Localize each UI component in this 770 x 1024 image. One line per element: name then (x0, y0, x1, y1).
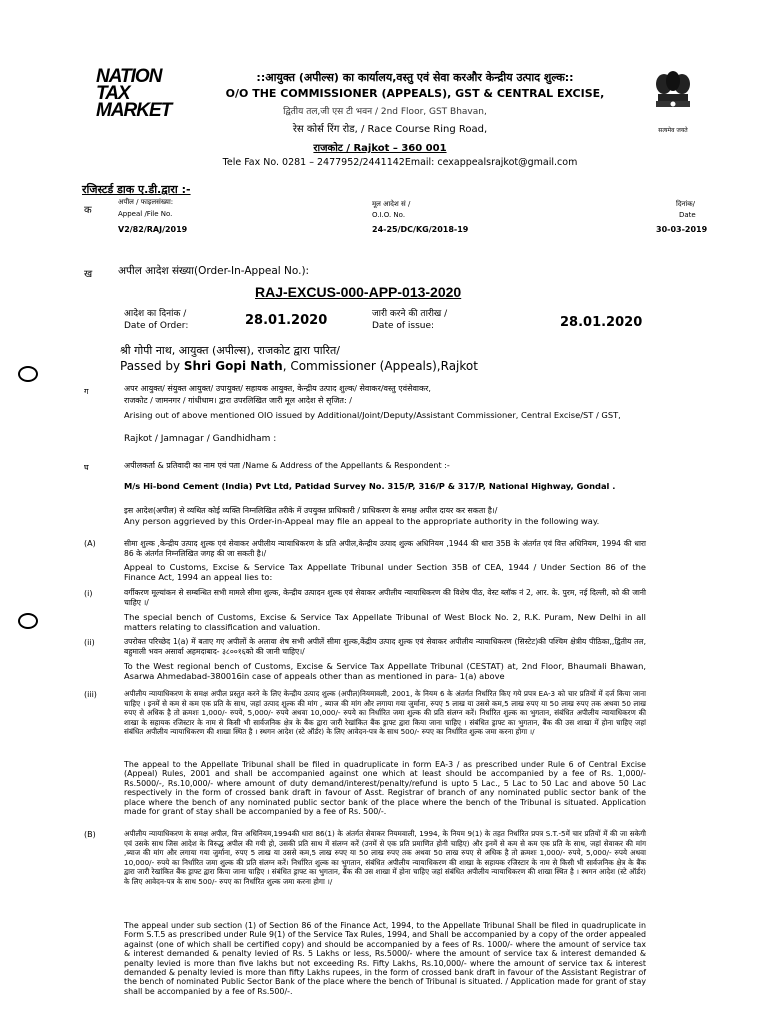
arising-hindi-1: अपर आयुक्त/ संयुक्त आयुक्त/ उपायुक्त/ सहायक आयुक्त, केन्द्रीय उत्पाद शुल्क/ सेवाकर/वस्तु एवंसेवाकर, (124, 384, 431, 393)
logo-line-3: MARKET (96, 100, 172, 121)
passed-by-name: Shri Gopi Nath (183, 359, 283, 373)
order-in-appeal-number: RAJ-EXCUS-000-APP-013-2020 (255, 284, 462, 300)
passed-by-suffix: , Commissioner (Appeals),Rajkot (282, 359, 478, 373)
section-kh-marker: ख (84, 269, 93, 280)
aggrieved-note-hindi: इस आदेश(अपील) से व्यथित कोई व्यक्ति निम्नलिखित तरीके में उपयुक्त प्राधिकारी / प्राधिकरण के समक्ष अपील दायर कर सकता है।/ (124, 506, 498, 515)
nation-tax-market-logo (96, 66, 172, 124)
appeal-file-label-hi: अपील / फाइलसंख्या: (118, 198, 174, 206)
punch-hole-top (18, 366, 38, 382)
national-emblem-icon (650, 68, 696, 132)
title-english: O/O THE COMMISSIONER (APPEALS), GST & CENTRAL EXCISE, (225, 87, 605, 100)
passed-by-prefix: Passed by (120, 359, 184, 373)
arising-english: Arising out of above mentioned OIO issued by Additional/Joint/Deputy/Assistant Commissioner, Central Excise/ST / GST, (124, 410, 621, 420)
appeal-file-value: V2/82/RAJ/2019 (118, 225, 188, 234)
para-iii-marker: (iii) (84, 690, 97, 699)
para-iii-hindi: अपीलीय न्यायाधिकरण के समक्ष अपील प्रस्तुत करने के लिए केन्द्रीय उत्पाद शुल्क (अपील)नियमावली, 2001, के नियम 6 के अंतर्गत निर्धारित किए गये प्रपत्र EA-3 को चार प्रतियों में दर्ज किया जाना चाहिए । इनमें से कम से कम एक प्रति के साथ, जहां उत्पाद शुल्क की मांग , ब्याज की मांग और लगाया गया जुर्माना, रुपए 5 लाख या उससे कम,5 लाख रुपए या 50 लाख रुपए तक अथवा 50 लाख रुपए से अधिक है तो क्रमशः 1,000/- रुपये, 5,000/- रुपये अथवा 10,000/- रुपये का निर्धारित जमा शुल्क की प्रति संलग्न करें। निर्धारित शुल्क का भुगतान, संबंधित अपीलीय न्यायाधिकरण की शाखा के सहायक रजिस्टार के नाम से किसी भी सार्वजनिक क्षेत्र के बैंक द्वारा जारी रेखांकित बैंक ड्राफ्ट द्वारा किया जाना चाहिए । संबंधित ड्राफ्ट का भुगतान, बैंक की उस शाखा में होना चाहिए जहां संबंधित अपीलीय न्यायाधिकरण की शाखा स्थित है । स्थगन आदेश (स्टे ऑर्डर) के लिए आवेदन-पत्र के साथ 500/- रुपए का निर्धारित शुल्क जमा करना होगा ।/ (124, 689, 646, 737)
arising-hindi-2: राजकोट / जामनगर / गांधीधाम। द्वारा उपरलिखित जारी मूल आदेश से सृजित: / (124, 396, 352, 405)
para-a-hindi: सीमा शुल्क ,केन्द्रीय उत्पाद शुल्क एवं सेवाकर अपीलीय न्यायाधिकरण के प्रति अपील,केन्द्रीय उत्पाद शुल्क अधिनियम ,1944 की धारा 35B के अंतर्गत एवं वित्त अधिनियम, 1994 की धारा 86 के अंतर्गत निम्नलिखित जगह की जा सकती है।/ (124, 539, 646, 558)
passed-by-hindi: श्री गोपी नाथ, आयुक्त (अपील्स), राजकोट द्वारा पारित/ (120, 344, 340, 357)
appeal-file-label-en: Appeal /File No. (118, 210, 173, 218)
logo-line-2: TAX (96, 83, 130, 104)
date-value: 30-03-2019 (656, 225, 708, 234)
order-in-appeal-label: अपील आदेश संख्या(Order-In-Appeal No.): (118, 265, 310, 277)
punch-hole-bottom (18, 613, 38, 629)
appellant-label: अपीलकर्ता & प्रतिवादी का नाम एवं पता /Name & Address of the Appellants & Respondent :- (124, 461, 450, 470)
para-i-english: The special bench of Customs, Excise & Service Tax Appellate Tribunal of West Block No. 2, R.K. Puram, New Delhi in all matters relating to classification and valuation. (124, 612, 646, 632)
address-line-2: रेस कोर्स रिंग रोड, / Race Course Ring Road, (292, 124, 488, 135)
date-of-issue-label-en: Date of issue: (372, 321, 435, 331)
para-b-marker: (B) (84, 830, 96, 839)
para-a-english: Appeal to Customs, Excise & Service Tax Appellate Tribunal under Section 35B of CEA, 1944 / Under Section 86 of the Finance Act, 1994 an appeal lies to: (124, 562, 646, 582)
para-b-english: The appeal under sub section (1) of Section 86 of the Finance Act, 1994, to the Appellate Tribunal Shall be filed in quadruplicate in Form S.T.5 as prescribed under Rule 9(1) of the Service Tax Rules, 1994, and Shall be accompanied by a copy of the order appealed against (one of which shall be certified copy) and should be accompanied by a fees of Rs. 1000/- where the amount of service tax & interest demanded & penalty levied of Rs. 5 Lakhs or less, Rs.5000/- where the amount of service tax & interest demanded & penalty levied is more than five lakhs but not exceeding Rs. Fifty Lakhs, Rs.10,000/- where the amount of service tax & interest demanded & penalty levied is more than fifty Lakhs rupees, in the form of crossed bank draft in favour of the Assistant Registrar of the bench of nominated Public Sector Bank of the place where the bench of Tribunal is situated. / Application made for grant of stay shall be accompanied by a fee of Rs.500/-. (124, 921, 646, 996)
para-ii-english: To the West regional bench of Customs, Excise & Service Tax Appellate Tribunal (CESTAT) at, 2nd Floor, Bhaumali Bhawan, Asarwa Ahmedabad-380016in case of appeals other than as mentioned in para- 1(a) above (124, 661, 646, 681)
date-label-hi: दिनांक/ (676, 200, 695, 208)
aggrieved-note-english: Any person aggrieved by this Order-in-Appeal may file an appeal to the appropriate authority in the following way. (124, 516, 600, 526)
passed-by-english (120, 359, 478, 373)
arising-cities: Rajkot / Jamnagar / Gandhidham : (124, 434, 277, 444)
oio-label-hi: मूल आदेश सं / (372, 200, 411, 208)
date-label-en: Date (679, 211, 696, 219)
para-b-hindi: अपीलीय न्यायाधिकरण के समक्ष अपील, वित्त अधिनियम,1994की धारा 86(1) के अंतर्गत सेवाकर नियमवाली, 1994, के नियम 9(1) के तहत निर्धारित प्रपत्र S.T.-5में चार प्रतियों में की जा सकेगी एवं उसके साथ जिस आदेश के विरुद्ध अपील की गयी हो, उसकी प्रति साथ में संलग्न करें (उनमें से एक प्रति प्रमाणित होनी चाहिए) और इनमें से कम से कम एक प्रति के साथ, जहां सेवाकर की मांग ,ब्याज की मांग और लगाया गया जुर्माना, रुपए 5 लाख या उससे कम,5 लाख रुपए या 50 लाख रुपए तक अथवा 50 लाख रुपए से अधिक है तो क्रमशः 1,000/- रुपये, 5,000/- रुपये अथवा 10,000/- रुपये का निर्धारित जमा शुल्क की प्रति संलग्न करें। निर्धारित शुल्क का भुगतान, संबंधित अपीलीय न्यायाधिकरण की शाखा के सहायक रजिस्टार के नाम से किसी भी सार्वजनिक क्षेत्र के बैंक द्वारा जारी रेखांकित बैंक ड्राफ्ट द्वारा किया जाना चाहिए । संबंधित ड्राफ्ट का भुगतान, बैंक की उस शाखा में होना चाहिए जहां संबंधित अपीलीय न्यायाधिकरण की शाखा स्थित है । स्थगन आदेश (स्टे ऑर्डर) के लिए आवेदन-पत्र के साथ 500/- रुपए का निर्धारित शुल्क जमा करना होगा ।/ (124, 829, 646, 886)
para-i-marker: (i) (84, 589, 93, 598)
date-of-issue-label-hi: जारी करने की तारीख / (372, 309, 448, 319)
oio-value: 24-25/DC/KG/2018-19 (372, 225, 469, 234)
para-i-hindi: वर्गीकरण मूल्यांकन से सम्बन्धित सभी मामले सीमा शुल्क, केन्द्रीय उत्पादन शुल्क एवं सेवाकर अपीलीय न्यायाधिकरण की विशेष पीठ, वेस्ट ब्लॉक नं 2, आर. के. पुरम, नई दिल्ली, को की जानी चाहिए ।/ (124, 588, 646, 607)
date-of-order-value: 28.01.2020 (245, 313, 328, 328)
para-ii-hindi: उपरोक्त परिच्छेद 1(a) में बताए गए अपीलों के अलावा शेष सभी अपीलें सीमा शुल्क,केंद्रीय उत्पाद शुल्क एवं सेवाकर अपीलीय न्यायाधिकरण (सिस्टेट)की पश्चिम क्षेत्रीय पीठिका,,द्वितीय तल, बहुमाली भवन असार्वा अहमदाबाद- ३८००१६को की जानी चाहिए।/ (124, 637, 646, 656)
registered-post-label: रजिस्टर्ड डाक ए.डी.द्वारा :- (82, 183, 191, 196)
section-gh-marker: घ (84, 463, 89, 472)
address-line-1: द्वितीय तल,जी एस टी भवन / 2nd Floor, GST Bhavan, (283, 107, 487, 117)
contact-line: Tele Fax No. 0281 – 2477952/2441142Email: cexappealsrajkot@gmail.com (222, 157, 578, 168)
date-of-issue-value: 28.01.2020 (560, 315, 643, 330)
date-of-order-label-hi: आदेश का दिनांक / (124, 309, 187, 319)
para-a-marker: (A) (84, 539, 96, 548)
para-ii-marker: (ii) (84, 638, 95, 647)
section-g-marker: ग (84, 387, 89, 396)
para-iii-english: The appeal to the Appellate Tribunal shall be filed in quadruplicate in form EA-3 / as prescribed under Rule 6 of Central Excise (Appeal) Rules, 2001 and shall be accompanied against one which at least should be accompanied by a fee of Rs. 1,000/- Rs.5000/-, Rs.10,000/- where amount of duty demand/interest/penalty/refund is upto 5 Lac., 5 Lac to 50 Lac and above 50 Lac respectively in the form of crossed bank draft in favour of Asst. Registrar of branch of any nominated public sector bank of the place where the bench of any nominated public sector bank of the place where the bench of the Tribunal is situated. Application made for grant of stay shall be accompanied by a fee of Rs. 500/-. (124, 760, 646, 817)
city-line: राजकोट / Rajkot – 360 001 (313, 143, 447, 154)
appellant-address: M/s Hi-bond Cement (India) Pvt Ltd, Patidad Survey No. 315/P, 316/P & 317/P, National Highway, Gondal . (124, 481, 616, 491)
logo-line-1: NATION (96, 66, 162, 87)
date-of-order-label-en: Date of Order: (124, 321, 189, 331)
oio-label-en: O.I.O. No. (372, 211, 406, 219)
emblem-caption: सत्यमेव जयते (658, 127, 688, 134)
section-k-marker: क (84, 205, 92, 216)
title-hindi: ::आयुक्त (अपील्स) का कार्यालय,वस्तु एवं सेवा करऔर केन्द्रीय उत्पाद शुल्क:: (256, 71, 574, 84)
